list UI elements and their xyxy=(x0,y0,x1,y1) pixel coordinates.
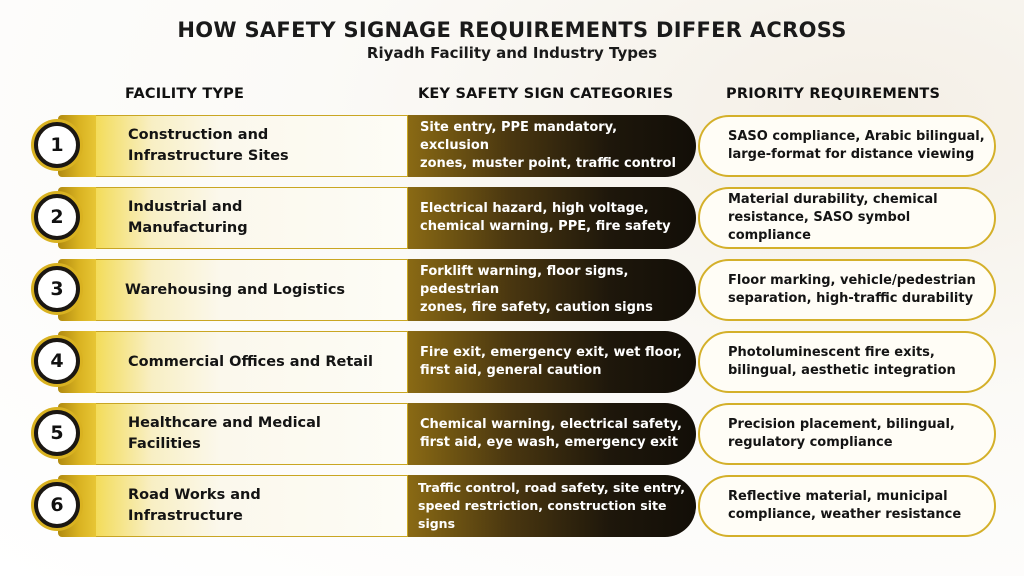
priority-line: Material durability, chemical xyxy=(728,192,938,207)
categories-line: Traffic control, road safety, site entry, xyxy=(418,480,685,495)
categories-line: speed restriction, construction site signs xyxy=(418,498,667,531)
priority-label xyxy=(728,259,990,321)
priority-line: compliance, weather resistance xyxy=(728,507,962,522)
row-1 xyxy=(0,112,1024,176)
categories-line: chemical warning, PPE, fire safety xyxy=(420,219,671,234)
priority-line: Floor marking, vehicle/pedestrian xyxy=(728,273,976,288)
row-number-badge: 2 xyxy=(34,194,80,240)
priority-line: bilingual, aesthetic integration xyxy=(728,363,956,378)
page-title: HOW SAFETY SIGNAGE REQUIREMENTS DIFFER ACROSS xyxy=(177,18,847,42)
header-key-categories: KEY SAFETY SIGN CATEGORIES xyxy=(418,86,674,102)
categories-line: zones, muster point, traffic control xyxy=(420,156,676,171)
priority-line: Precision placement, bilingual, xyxy=(728,417,955,432)
facility-type-label xyxy=(125,259,395,321)
facility-type-label xyxy=(128,403,398,465)
categories-label xyxy=(420,403,688,465)
priority-line: Photoluminescent fire exits, xyxy=(728,345,935,360)
facility-line: Infrastructure xyxy=(128,508,243,524)
priority-label xyxy=(728,187,990,249)
facility-type-label xyxy=(128,187,398,249)
categories-line: Site entry, PPE mandatory, exclusion xyxy=(420,120,618,153)
row-number-badge: 3 xyxy=(34,266,80,312)
categories-label xyxy=(420,331,688,393)
row-2 xyxy=(0,184,1024,248)
priority-line: large-format for distance viewing xyxy=(728,147,975,162)
priority-line: resistance, SASO symbol compliance xyxy=(728,210,911,243)
facility-type-label xyxy=(128,115,398,177)
facility-line: Healthcare and Medical Facilities xyxy=(128,415,321,452)
row-3 xyxy=(0,256,1024,320)
page-subtitle: Riyadh Facility and Industry Types xyxy=(366,44,658,62)
priority-line: SASO compliance, Arabic bilingual, xyxy=(728,129,985,144)
categories-label xyxy=(420,115,688,177)
facility-line: Road Works and xyxy=(128,487,261,503)
facility-line: Manufacturing xyxy=(128,220,248,236)
categories-line: Chemical warning, electrical safety, xyxy=(420,417,682,432)
row-number-badge: 1 xyxy=(34,122,80,168)
categories-line: first aid, general caution xyxy=(420,363,602,378)
row-number-badge: 4 xyxy=(34,338,80,384)
facility-type-label xyxy=(128,331,398,393)
facility-line: Commercial Offices and Retail xyxy=(128,353,373,370)
priority-line: separation, high-traffic durability xyxy=(728,291,974,306)
priority-label xyxy=(728,115,990,177)
categories-line: zones, fire safety, caution signs xyxy=(420,300,653,315)
categories-line: Forklift warning, floor signs, pedestrian xyxy=(420,264,629,297)
categories-line: Electrical hazard, high voltage, xyxy=(420,201,649,216)
categories-label xyxy=(420,259,688,321)
categories-label xyxy=(420,187,688,249)
facility-line: Industrial and xyxy=(128,199,243,215)
priority-line: Reflective material, municipal xyxy=(728,489,948,504)
row-5 xyxy=(0,400,1024,464)
categories-line: first aid, eye wash, emergency exit xyxy=(420,435,678,450)
header-facility-type: FACILITY TYPE xyxy=(125,86,245,102)
row-4 xyxy=(0,328,1024,392)
priority-label xyxy=(728,331,990,393)
priority-label xyxy=(728,475,990,537)
header-priority-requirements: PRIORITY REQUIREMENTS xyxy=(726,86,941,102)
facility-line: Warehousing and Logistics xyxy=(125,281,346,298)
row-number-badge: 5 xyxy=(34,410,80,456)
facility-type-label xyxy=(128,475,398,537)
categories-line: Fire exit, emergency exit, wet floor, xyxy=(420,345,682,360)
facility-line: Construction and xyxy=(128,127,269,143)
facility-line: Infrastructure Sites xyxy=(128,148,289,164)
row-6 xyxy=(0,472,1024,536)
row-number-badge: 6 xyxy=(34,482,80,528)
priority-line: regulatory compliance xyxy=(728,435,893,450)
categories-label xyxy=(418,475,686,537)
priority-label xyxy=(728,403,990,465)
